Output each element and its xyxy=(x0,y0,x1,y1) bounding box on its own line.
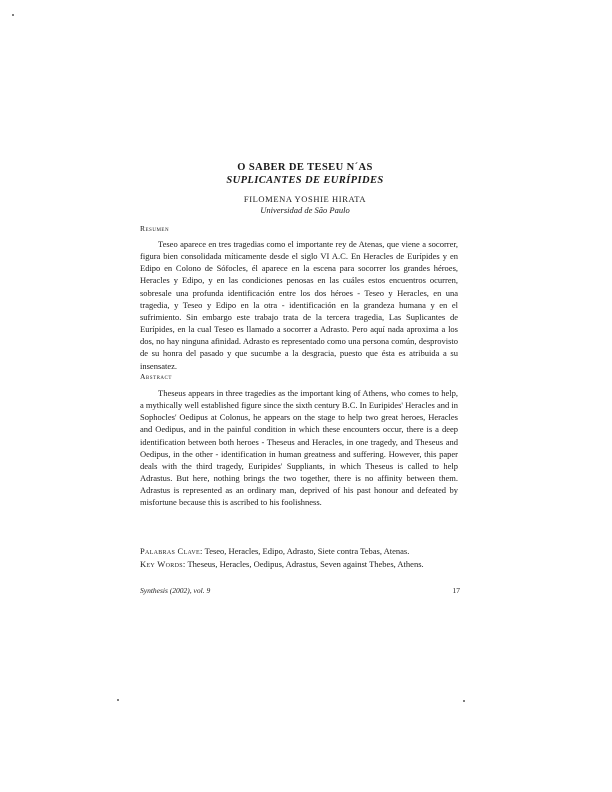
keywords-spanish-text: Teseo, Heracles, Edipo, Adrasto, Siete contra Tebas, Atenas. xyxy=(204,546,410,556)
scan-speck xyxy=(12,14,14,16)
keywords-english xyxy=(140,558,458,570)
keywords-spanish xyxy=(140,545,458,557)
resumen-paragraph: Teseo aparece en tres tragedias como el importante rey de Atenas, que viene a socorrer, figura bien consolidada míticamente desde el siglo VI A.C. En Heracles de Eurípides y en Edipo en Colono de Sófocles, él aparece en la escena para socorrer los grandes héroes, Heracles y Edipo, y en las condiciones penosas en las cuáles estos encuentros ocurren, sobresale una profunda identificación entre los dos héroes - Teseo y Heracles, en una tragedia, y Teseo y Edipo en la otra - identificación en la grandeza humana y en el sufrimiento. Sin embargo este trabajo trata de la tercera tragedia, Las Suplicantes de Eurípides, en la cual Teseo es llamado a socorrer a Adrasto. Pero aquí nada aproxima a los dos, no hay ninguna afinidad. Adrasto es representado como una persona común, desprovisto de su honra del pasado y que sucumbe a la desgracia, puesto que ésta es atribuida a su insensatez. xyxy=(140,239,458,371)
paper-title-line-2: SUPLICANTES DE EURÍPIDES xyxy=(226,175,384,186)
keywords-english-label: Key Words: xyxy=(140,559,186,569)
scan-speck xyxy=(463,700,465,702)
abstract-paragraph: Theseus appears in three tragedies as the important king of Athens, who comes to help, a mythically well established figure since the sixth century B.C. In Euripides' Heracles and in Sophocles' Oedipus at Colonus, he appears on the stage to help two great heroes, Heracles and Oedipus, and in the painful condition in which these encounters occur, there is a deep identification between both heroes - Theseus and Heracles, in one tragedy, and Theseus and Oedipus, in the other - identification in human greatness and suffering. However, this paper deals with the third tragedy, Euripides' Suppliants, in which Theseus is called to help Adrastus. But here, nothing brings the two together, there is no affinity between them. Adrastus is represented as an ordinary man, deprived of his past honour and defeated by misfortune because this is ascribed to his foolishness. xyxy=(140,388,458,508)
paper-title-line-1: O SABER DE TESEU N´AS xyxy=(237,162,373,173)
author-affiliation: Universidad de São Paulo xyxy=(260,205,350,215)
author-name: FILOMENA YOSHIE HIRATA xyxy=(243,194,367,204)
page-number: 17 xyxy=(452,586,460,595)
keywords-english-text: Theseus, Heracles, Oedipus, Adrastus, Seven against Thebes, Athens. xyxy=(187,559,424,569)
scan-speck xyxy=(117,699,119,701)
keywords-spanish-label: Palabras Clave: xyxy=(140,546,203,556)
journal-citation: Synthesis (2002), vol. 9 xyxy=(140,586,211,595)
resumen-heading: Resumen xyxy=(140,224,170,233)
abstract-heading: Abstract xyxy=(140,372,172,381)
